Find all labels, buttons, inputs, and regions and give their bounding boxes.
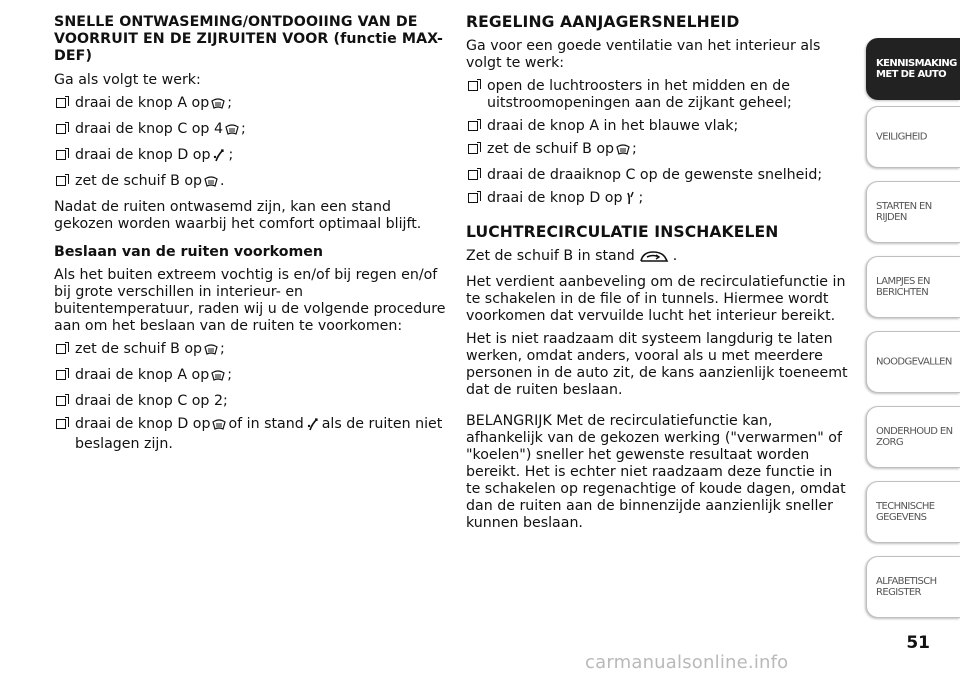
list-item: draai de knop C op 2; [54, 393, 446, 410]
list-item: draai de knop A op ; [54, 367, 446, 387]
left-column [54, 14, 446, 459]
checkbox-bullet-icon [56, 419, 66, 429]
checkbox-bullet-icon [468, 193, 478, 203]
intro-text: Ga als volgt te werk: [54, 72, 201, 88]
checkbox-bullet-icon [468, 81, 478, 91]
airflow-face-icon [624, 191, 636, 210]
checkbox-bullet-icon [56, 150, 66, 160]
tab-kennismaking[interactable]: KENNISMAKING MET DE AUTO [866, 38, 960, 100]
defrost-icon [212, 419, 226, 436]
ventilatie-steps [466, 78, 848, 210]
defrost-icon [211, 98, 225, 115]
list-item: draai de knop A op ; [54, 95, 446, 115]
list-item: draai de knop D op ; [54, 147, 446, 167]
intro-text: Ga voor een goede ventilatie van het interieur als volgt te werk: [466, 38, 821, 71]
tab-lampjes-en-berichten[interactable]: LAMPJES EN BERICHTEN [866, 256, 960, 318]
beslaan-paragraph: Als het buiten extreem vochtig is en/of bij regen en/of bij grote verschillen in interieur- en buitentemperatuur, raden wij u de volgende procedure aan om het beslaan van de ruiten te voorkomen: [54, 267, 446, 334]
recirculation-paragraph-1: Het verdient aanbeveling om de recirculatiefunctie in te schakelen in de file of in tunnels. Hiermee wordt voorkomen dat vervuilde lucht het interieur bereikt. [466, 274, 846, 324]
right-column [466, 14, 848, 538]
subheading-beslaan: Beslaan van de ruiten voorkomen [54, 244, 323, 260]
ontwasemd-paragraph: Nadat de ruiten ontwasemd zijn, kan een stand gekozen worden waarbij het comfort optimaal blijft. [54, 199, 422, 232]
tab-noodgevallen[interactable]: NOODGEVALLEN [866, 331, 960, 393]
defrost-icon [204, 176, 218, 193]
list-item: open de luchtroosters in het midden en de uitstroomopeningen aan de zijkant geheel; [466, 78, 848, 112]
list-item: draai de knop D op ; [466, 190, 848, 210]
defrost-icon [225, 124, 239, 141]
checkbox-bullet-icon [56, 124, 66, 134]
checkbox-bullet-icon [468, 170, 478, 180]
tab-onderhoud-en-zorg[interactable]: ONDERHOUD EN ZORG [866, 406, 960, 468]
checkbox-bullet-icon [56, 98, 66, 108]
list-item: zet de schuif B op . [54, 173, 446, 193]
checkbox-bullet-icon [56, 344, 66, 354]
list-item: draai de draaiknop C op de gewenste snelheid; [466, 167, 848, 184]
recirculation-instruction: Zet de schuif B in stand . [466, 248, 848, 268]
list-item: draai de knop C op 4 ; [54, 121, 446, 141]
page-number: 51 [906, 633, 930, 653]
tab-veiligheid[interactable]: VEILIGHEID [866, 106, 960, 168]
list-item: draai de knop D op of in stand als de ruiten niet beslagen zijn. [54, 416, 446, 453]
list-item: zet de schuif B op ; [54, 341, 446, 361]
defrost-icon [211, 370, 225, 387]
section-heading-luchtrecirculatie: LUCHTRECIRCULATIE INSCHAKELEN [466, 223, 779, 241]
airflow-windscreen-icon [212, 148, 226, 167]
airflow-windscreen-icon [306, 417, 320, 436]
section-heading-max-def: SNELLE ONTWASEMING/ONTDOOIING VAN DE VOORRUIT EN DE ZIJRUITEN VOOR (functie MAX-DEF) [54, 14, 444, 64]
list-item: zet de schuif B op ; [466, 141, 848, 161]
checkbox-bullet-icon [56, 176, 66, 186]
max-def-steps [54, 95, 446, 193]
tab-technische-gegevens[interactable]: TECHNISCHE GEGEVENS [866, 481, 960, 543]
checkbox-bullet-icon [56, 370, 66, 380]
tab-alfabetisch-register[interactable]: ALFABETISCH REGISTER [866, 556, 960, 618]
checkbox-bullet-icon [468, 144, 478, 154]
tab-starten-en-rijden[interactable]: STARTEN EN RIJDEN [866, 181, 960, 243]
recirculation-icon [637, 249, 671, 268]
chapter-tabs [864, 0, 960, 678]
defrost-icon [204, 344, 218, 361]
defrost-icon [616, 144, 630, 161]
section-heading-aanjagersnelheid: REGELING AANJAGERSNELHEID [466, 13, 740, 31]
beslaan-steps [54, 341, 446, 453]
belangrijk-paragraph: BELANGRIJK Met de recirculatiefunctie kan, afhankelijk van de gekozen werking ("verwarmen" of "koelen") sneller het gewenste resultaat worden bereikt. Het is echter niet raadzaam deze functie in te schakelen op regenachtige of koude dagen, omdat dan de ruiten aan de binnenzijde aanzienlijk sneller kunnen beslaan. [466, 413, 846, 531]
checkbox-bullet-icon [468, 121, 478, 131]
recirculation-paragraph-2: Het is niet raadzaam dit systeem langdurig te laten werken, omdat anders, vooral als u met meerdere personen in de auto zit, de kans aanzienlijk toeneemt dat de ruiten beslaan. [466, 331, 848, 398]
checkbox-bullet-icon [56, 396, 66, 406]
list-item: draai de knop A in het blauwe vlak; [466, 118, 848, 135]
watermark: carmanualsonline.info [585, 652, 789, 673]
